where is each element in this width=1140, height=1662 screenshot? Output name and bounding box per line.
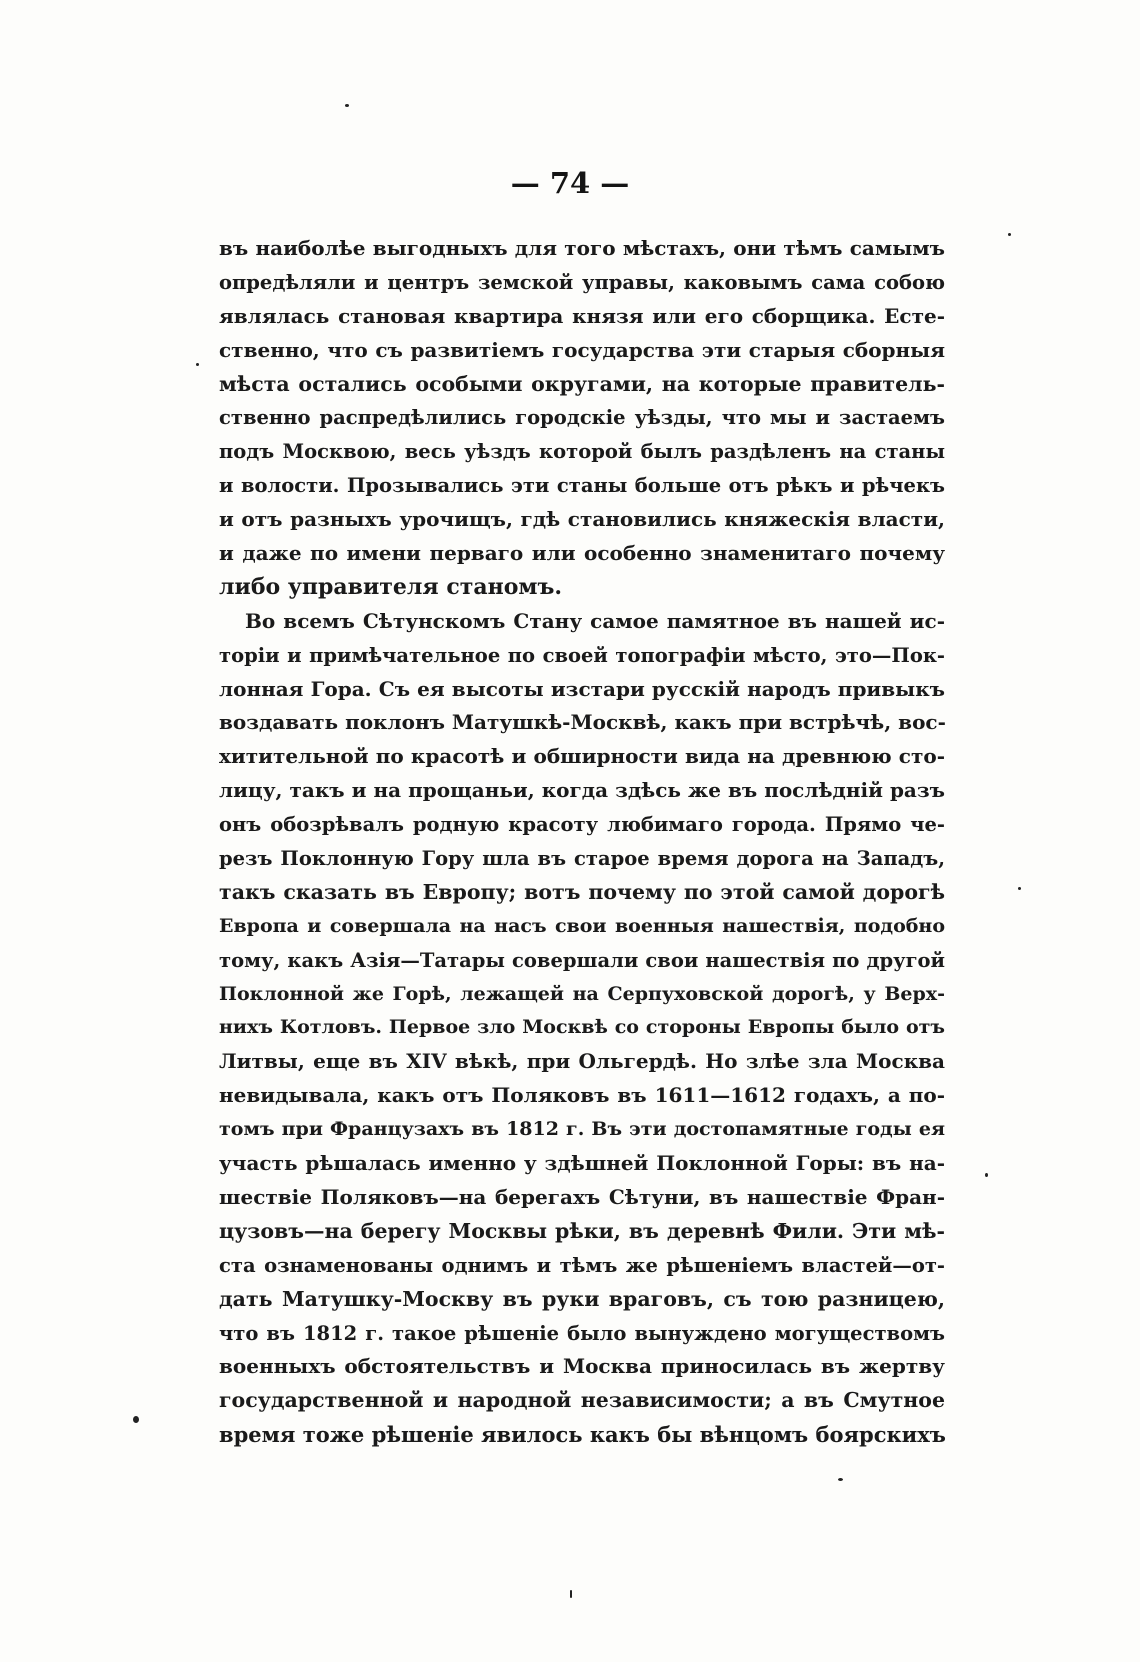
text-line: въ наиболѣе выгодныхъ для того мѣстахъ, они тѣмъ самымъ — [219, 236, 945, 260]
text-line: участь рѣшалась именно у здѣшней Поклонной Горы: въ на- — [219, 1151, 945, 1176]
text-line: воздавать поклонъ Матушкѣ-Москвѣ, какъ при встрѣчѣ, вос- — [219, 710, 946, 735]
text-line: подъ Москвою, весь уѣздъ которой былъ раздѣленъ на станы — [219, 440, 945, 464]
text-line: дать Матушку-Москву въ руки враговъ, съ тою разницею, — [219, 1286, 945, 1311]
text-line: и отъ разныхъ урочищъ, гдѣ становились княжескія власти, — [219, 507, 945, 532]
text-line: такъ сказать въ Европу; вотъ почему по этой самой дорогѣ — [219, 879, 945, 904]
text-line: шествіе Поляковъ—на берегахъ Сѣтуни, въ нашествіе Фран- — [219, 1184, 945, 1209]
body-text — [219, 232, 945, 1452]
text-line: нихъ Котловъ. Первое зло Москвѣ со стороны Европы было отъ — [219, 1016, 945, 1039]
text-line: ственно распредѣлились городскіе уѣзды, что мы и застаемъ — [219, 406, 945, 430]
text-line: Литвы, еще въ XIV вѣкѣ, при Ольгердѣ. Но злѣе зла Москва — [219, 1049, 945, 1074]
text-line: военныхъ обстоятельствъ и Москва приносилась въ жертву — [219, 1354, 945, 1379]
page-number: — 74 — — [510, 166, 630, 200]
text-line: томъ при Французахъ въ 1812 г. Въ эти достопамятные годы ея — [219, 1118, 945, 1141]
text-line: время тоже рѣшеніе явилось какъ бы вѣнцомъ боярскихъ — [219, 1422, 946, 1448]
scan-speck — [345, 104, 349, 107]
text-line: ста ознаменованы однимъ и тѣмъ же рѣшеніемъ властей—от- — [219, 1253, 945, 1277]
scan-speck — [985, 1173, 988, 1177]
text-line: государственной и народной независимости; а въ Смутное — [219, 1388, 945, 1413]
text-line: тому, какъ Азія—Татары совершали свои нашествія по другой — [219, 948, 945, 972]
text-line: Европа и совершала на насъ свои военныя нашествія, подобно — [219, 914, 945, 937]
text-line: торіи и примѣчательное по своей топографіи мѣсто, это—Пок- — [219, 643, 945, 667]
scan-speck — [1008, 233, 1011, 236]
text-line: хитительной по красотѣ и обширности вида на древнюю сто- — [219, 744, 945, 769]
scan-speck — [1018, 887, 1021, 890]
text-line: мѣста остались особыми округами, на которые правитель- — [219, 371, 945, 396]
text-line: Поклонной же Горѣ, лежащей на Серпуховской дорогѣ, у Верх- — [219, 982, 945, 1005]
text-line: цузовъ—на берегу Москвы рѣки, въ деревнѣ Фили. Эти мѣ- — [219, 1218, 945, 1243]
scan-speck — [570, 1590, 572, 1598]
text-line: резъ Поклонную Гору шла въ старое время дорога на Западъ, — [219, 847, 945, 871]
text-line: онъ обозрѣвалъ родную красоту любимаго города. Прямо че- — [219, 813, 945, 837]
text-line: опредѣляли и центръ земской управы, каковымъ сама собою — [219, 270, 945, 294]
text-line: что въ 1812 г. такое рѣшеніе было вынуждено могуществомъ — [219, 1321, 945, 1345]
text-line: лонная Гора. Съ ея высоты изстари русскій народъ привыкъ — [219, 676, 945, 701]
text-line: и даже по имени перваго или особенно знаменитаго почему — [219, 541, 945, 566]
text-line: лицу, такъ и на прощаньи, когда здѣсь же въ послѣдній разъ — [219, 778, 945, 803]
text-line: ственно, что съ развитіемъ государства эти старыя сборныя — [219, 337, 945, 362]
text-line: и волости. Прозывались эти станы больше отъ рѣкъ и рѣчекъ — [219, 474, 945, 498]
text-line: невидывала, какъ отъ Поляковъ въ 1611—1612 годахъ, а по- — [219, 1083, 945, 1108]
scan-speck — [838, 1478, 843, 1481]
text-line: являлась становая квартира князя или его сборщика. Есте- — [219, 303, 945, 328]
paragraph-end-line: либо управителя станомъ. — [219, 573, 563, 600]
scan-speck — [196, 363, 199, 366]
paragraph-start-line: Во всемъ Сѣтунскомъ Стану самое памятное въ нашей ис- — [245, 608, 945, 633]
scan-speck — [133, 1416, 139, 1423]
